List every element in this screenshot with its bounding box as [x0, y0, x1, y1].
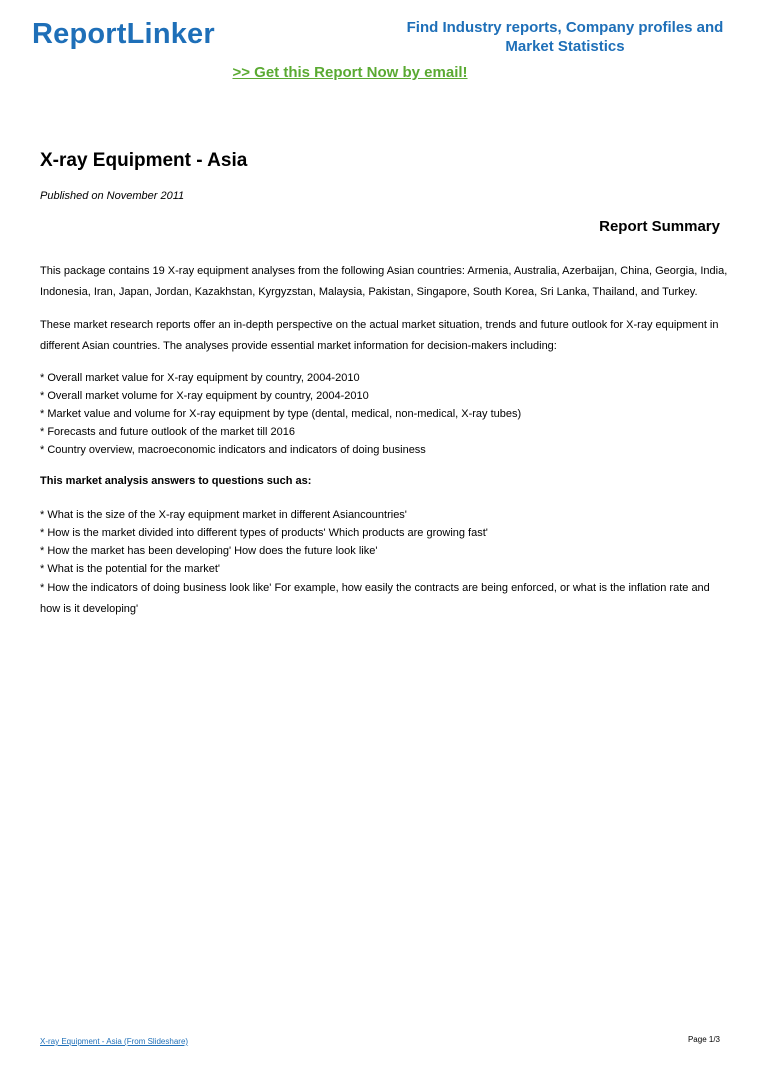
questions-list — [40, 506, 730, 620]
list-item: * How the indicators of doing business look like' For example, how easily the contracts are being enforced, or what is the inflation rate and how is it developing' — [40, 582, 710, 615]
get-report-email-link[interactable]: >> Get this Report Now by email! — [232, 64, 468, 81]
footer-source-link[interactable]: X-ray Equipment - Asia (From Slideshare) — [40, 1037, 189, 1046]
market-info-list — [40, 369, 730, 459]
list-item: * Overall market value for X-ray equipment by country, 2004-2010 — [40, 372, 360, 384]
list-item: * Market value and volume for X-ray equipment by type (dental, medical, non-medical, X-ray tubes) — [40, 408, 522, 420]
list-item: * What is the potential for the market' — [40, 563, 221, 575]
questions-subheading: This market analysis answers to questions such as: — [40, 475, 312, 487]
page-number: Page 1/3 — [687, 1035, 720, 1044]
list-item: * Forecasts and future outlook of the market till 2016 — [40, 426, 295, 438]
intro-paragraph: This package contains 19 X-ray equipment analyses from the following Asian countries: Armenia, Australia, Azerbaijan, China, Georgia, India, Indonesia, Iran, Japan, Jordan, Kazakhstan, Kyrgyzstan, Malaysia, Pakistan, Singapore, South Korea, Sri Lanka, Thailand, and Turkey. — [40, 265, 728, 298]
report-summary-heading: Report Summary — [599, 218, 720, 235]
list-item: * What is the size of the X-ray equipment market in different Asiancountries' — [40, 509, 407, 521]
published-date: Published on November 2011 — [40, 190, 185, 202]
header-tagline: Find Industry reports, Company profiles and Market Statistics — [406, 19, 724, 55]
list-item: * Overall market volume for X-ray equipment by country, 2004-2010 — [40, 390, 369, 402]
report-content — [40, 261, 730, 632]
description-paragraph: These market research reports offer an in-depth perspective on the actual market situation, trends and future outlook for X-ray equipment in different Asian countries. The analyses provide essential market information for decision-makers including: — [40, 319, 719, 352]
report-title: X-ray Equipment - Asia — [40, 150, 248, 171]
reportlinker-logo[interactable]: ReportLinker — [32, 18, 215, 50]
list-item: * How the market has been developing' How does the future look like' — [40, 545, 378, 557]
list-item: * How is the market divided into different types of products' Which products are growing fast' — [40, 527, 488, 539]
list-item: * Country overview, macroeconomic indicators and indicators of doing business — [40, 444, 426, 456]
